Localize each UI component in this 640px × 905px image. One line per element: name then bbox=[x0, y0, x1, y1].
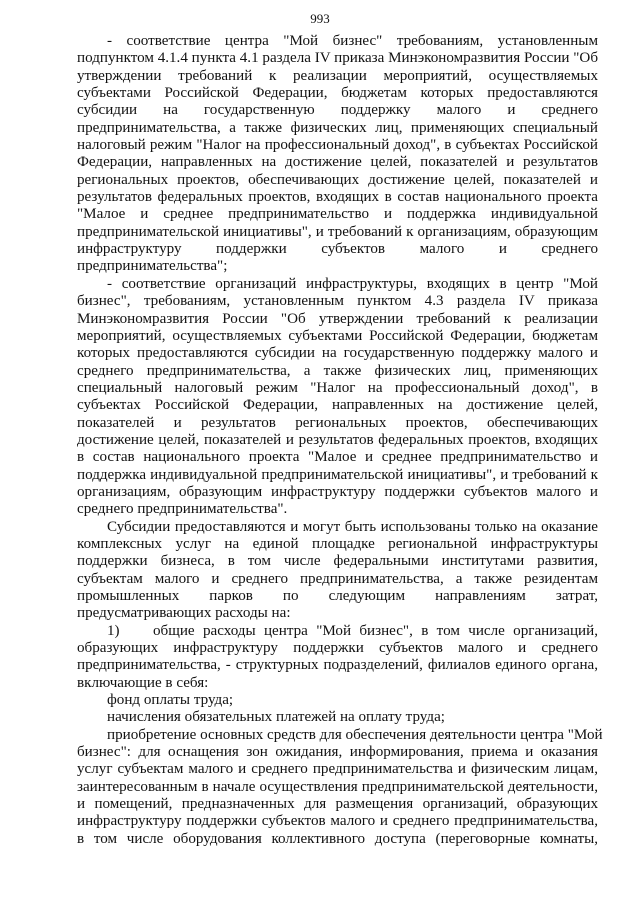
text-line: специальный налоговый режим "Налог на профессиональный доход", в bbox=[77, 379, 598, 396]
text-line bbox=[77, 623, 598, 640]
text-line: инфраструктуру поддержки субъектов малого и среднего предпринимательства, bbox=[77, 813, 598, 830]
text-line: субсидии на государственную поддержку малого и среднего bbox=[77, 102, 598, 119]
text-line: Субсидии предоставляются и могут быть использованы только на оказание bbox=[107, 518, 598, 535]
text-line: мероприятий, осуществляемых субъектами Российской Федерации, бюджетам bbox=[77, 327, 598, 344]
text-line: достижение целей, показателей и результатов федеральных проектов, входящих bbox=[77, 431, 598, 448]
text-line: поддержки бизнеса, в том числе федеральными институтами развития, bbox=[77, 553, 598, 570]
text-line: включающие в себя: bbox=[77, 674, 209, 691]
text-line: Федерации, направленных на достижение целей, показателей и результатов bbox=[77, 154, 598, 171]
text-line: результатов федеральных проектов, входящих в состав национального проекта bbox=[77, 189, 598, 206]
text-line: показателей и результатов региональных проектов, обеспечивающих bbox=[77, 414, 598, 431]
text-line: предпринимательской инициативы", и требований к организациям, образующим bbox=[77, 223, 598, 240]
text-line: услуг субъектам малого и среднего предпринимательства и физическим лицам, bbox=[77, 761, 598, 778]
text-line: региональных проектов, обеспечивающих достижение целей, показателей и bbox=[77, 171, 598, 188]
text-line: - соответствие организаций инфраструктуры, входящих в центр "Мой bbox=[107, 275, 598, 292]
text-line: в том числе оборудования коллективного доступа (переговорные комнаты, bbox=[77, 830, 598, 847]
list-number: 1) bbox=[107, 622, 120, 639]
text-line: "Малое и среднее предпринимательство и поддержка индивидуальной bbox=[77, 206, 598, 223]
text-line: организациям, образующим инфраструктуру поддержки субъектов малого и bbox=[77, 483, 598, 500]
text-line: которых предоставляются субсидии на государственную поддержку малого и bbox=[77, 345, 598, 362]
text-line: предусматривающих расходы на: bbox=[77, 605, 291, 622]
text-line: подпунктом 4.1.4 пункта 4.1 раздела IV приказа Минэкономразвития России "Об bbox=[77, 50, 598, 67]
text-line: предпринимательства, - структурных подразделений, филиалов единого органа, bbox=[77, 657, 598, 674]
text-line: в состав национального проекта "Малое и среднее предпринимательство и bbox=[77, 449, 598, 466]
text-line: Минэкономразвития России "Об утверждении требований к реализации bbox=[77, 310, 598, 327]
text-line: субъектах Российской Федерации, направленных на достижение целей, bbox=[77, 397, 598, 414]
text-line: фонд оплаты труда; bbox=[107, 692, 234, 709]
text-line: субъектам малого и среднего предпринимательства, а также резидентам bbox=[77, 570, 598, 587]
text-line: и помещений, предназначенных для размещения организаций, образующих bbox=[77, 796, 598, 813]
text-line: бизнес", требованиям, установленным пунктом 4.3 раздела IV приказа bbox=[77, 293, 598, 310]
document-body bbox=[77, 33, 603, 848]
text-line: предпринимательства"; bbox=[77, 258, 228, 275]
text-line: утверждении требований к реализации мероприятий, осуществляемых bbox=[77, 67, 598, 84]
text-line: образующих инфраструктуру поддержки субъектов малого и среднего bbox=[77, 640, 598, 657]
text-line: бизнес": для оснащения зон ожидания, информирования, приема и оказания bbox=[77, 744, 598, 761]
text-line: начисления обязательных платежей на оплату труда; bbox=[107, 709, 445, 726]
text-line: инфраструктуру поддержки субъектов малого и среднего bbox=[77, 241, 598, 258]
text-line: среднего предпринимательства". bbox=[77, 501, 288, 518]
text-line: заинтересованным в начале осуществления предпринимательской деятельности, bbox=[77, 778, 598, 795]
text-line: налоговый режим "Налог на профессиональный доход", в субъектах Российской bbox=[77, 137, 598, 154]
text-line: предпринимательства, а также физических лиц, применяющих специальный bbox=[77, 119, 598, 136]
text-line: субъектами Российской Федерации, бюджетам которых предоставляются bbox=[77, 85, 598, 102]
text-line-content: общие расходы центра "Мой бизнес", в том числе организаций, bbox=[153, 622, 598, 639]
text-line: приобретение основных средств для обеспечения деятельности центра "Мой bbox=[107, 726, 603, 743]
page-number: 993 bbox=[310, 11, 330, 26]
text-line: комплексных услуг на единой площадке региональной инфраструктуры bbox=[77, 535, 598, 552]
text-line: среднего предпринимательства, а также физических лиц, применяющих bbox=[77, 362, 598, 379]
text-line: промышленных парков по следующим направлениям затрат, bbox=[77, 588, 598, 604]
text-line: - соответствие центра "Мой бизнес" требованиям, установленным bbox=[107, 33, 598, 49]
text-line: поддержка индивидуальной предпринимательской инициативы", и требований к bbox=[77, 466, 598, 483]
